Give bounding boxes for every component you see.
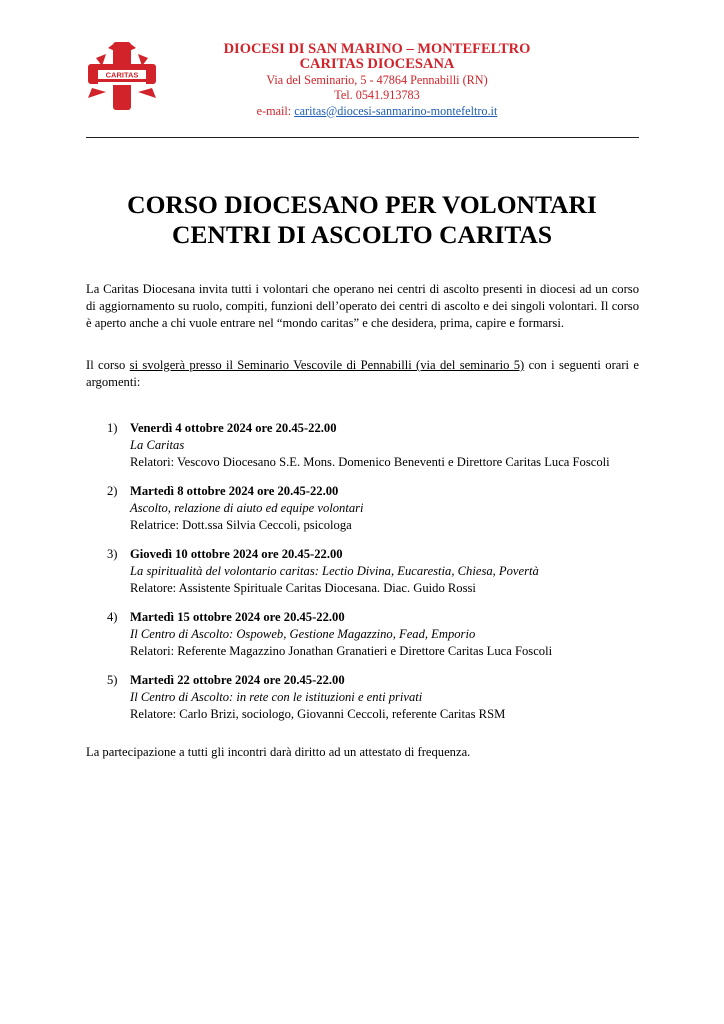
session-item <box>107 546 647 597</box>
session-number: 3) <box>107 547 118 561</box>
logo-text: CARITAS <box>105 70 139 80</box>
location-venue: si svolgerà presso il Seminario Vescovile di Pennabilli (via del seminario 5) <box>129 358 525 372</box>
org-line-2: CARITAS DIOCESANA <box>299 56 455 73</box>
session-list <box>107 420 647 735</box>
session-speakers: Relatrice: Dott.ssa Silvia Ceccoli, psicologa <box>130 518 352 532</box>
session-date: Martedì 22 ottobre 2024 ore 20.45-22.00 <box>130 673 345 687</box>
closing-note: La partecipazione a tutti gli incontri darà diritto ad un attestato di frequenza. <box>86 745 471 759</box>
session-topic: Il Centro di Ascolto: Ospoweb, Gestione Magazzino, Fead, Emporio <box>130 627 476 641</box>
address: Via del Seminario, 5 - 47864 Pennabilli (RN) <box>266 72 488 87</box>
location-after: con i seguenti orari e argomenti: <box>86 358 639 389</box>
session-date: Martedì 15 ottobre 2024 ore 20.45-22.00 <box>130 610 345 624</box>
session-number: 4) <box>107 610 118 624</box>
intro-paragraph: La Caritas Diocesana invita tutti i volontari che operano nei centri di ascolto presenti in diocesi ad un corso di aggiornamento su ruolo, compiti, funzioni dell’operato dei centri di ascolto e dei singoli volontari. Il corso è aperto anche a chi vuole entrare nel “mondo caritas” e che desidera, prima, capire e formarsi. <box>86 282 639 330</box>
session-topic: Il Centro di Ascolto: in rete con le istituzioni e enti privati <box>130 690 423 704</box>
location-before: Il corso <box>86 358 130 372</box>
email-label: e-mail: <box>256 103 295 118</box>
org-line-1: DIOCESI DI SAN MARINO – MONTEFELTRO <box>223 41 531 57</box>
session-number: 1) <box>107 421 118 435</box>
session-item <box>107 609 647 660</box>
session-date: Martedì 8 ottobre 2024 ore 20.45-22.00 <box>130 484 339 498</box>
page-title <box>60 190 664 250</box>
session-speakers: Relatore: Carlo Brizi, sociologo, Giovanni Ceccoli, referente Caritas RSM <box>130 707 506 721</box>
session-item <box>107 420 647 471</box>
session-topic: La spiritualità del volontario caritas: Lectio Divina, Eucarestia, Chiesa, Povertà <box>130 564 539 578</box>
phone: Tel. 0541.913783 <box>334 88 420 103</box>
header-divider <box>86 137 639 138</box>
caritas-logo <box>86 40 158 112</box>
session-number: 2) <box>107 484 118 498</box>
session-speakers: Relatori: Vescovo Diocesano S.E. Mons. Domenico Beneventi e Direttore Caritas Luca Foscoli <box>130 455 610 469</box>
session-item <box>107 672 647 723</box>
session-date: Giovedì 10 ottobre 2024 ore 20.45-22.00 <box>130 547 343 561</box>
title-line-2: CENTRI DI ASCOLTO CARITAS <box>171 220 553 249</box>
session-number: 5) <box>107 673 118 687</box>
session-item <box>107 483 647 534</box>
title-line-1: CORSO DIOCESANO PER VOLONTARI <box>127 190 597 219</box>
session-date: Venerdì 4 ottobre 2024 ore 20.45-22.00 <box>130 421 337 435</box>
session-speakers: Relatori: Referente Magazzino Jonathan Granatieri e Direttore Caritas Luca Foscoli <box>130 644 553 658</box>
session-topic: La Caritas <box>130 438 185 452</box>
session-speakers: Relatore: Assistente Spirituale Caritas Diocesana. Diac. Guido Rossi <box>130 581 476 595</box>
location-paragraph <box>86 357 639 391</box>
session-topic: Ascolto, relazione di aiuto ed equipe volontari <box>130 501 364 515</box>
letterhead <box>170 42 584 119</box>
email-line <box>170 104 584 119</box>
email-link[interactable]: caritas@diocesi-sanmarino-montefeltro.it <box>294 103 498 118</box>
